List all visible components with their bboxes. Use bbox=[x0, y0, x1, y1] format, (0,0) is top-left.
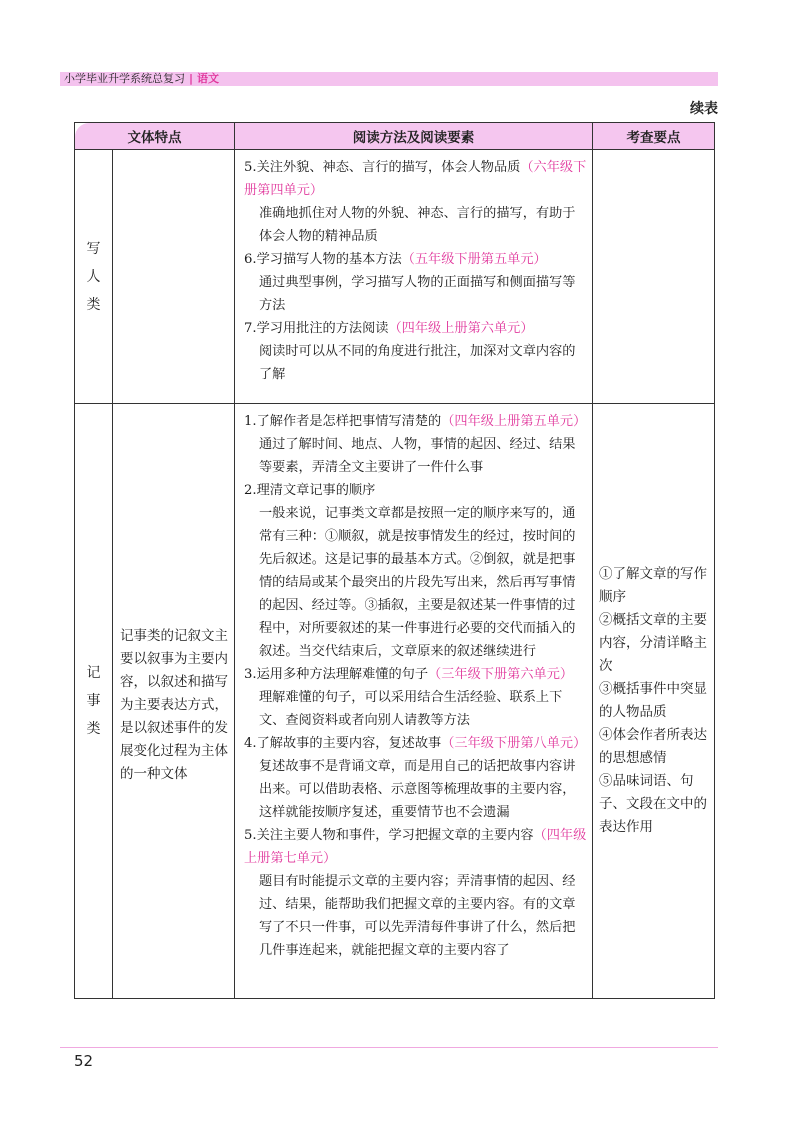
running-header bbox=[64, 71, 219, 87]
method-item: 2.理清文章记事的顺序 一般来说，记事类文章都是按照一定的顺序来写的，通常有三种：①顺叙，就是按事情发生的经过，按时间的先后叙述。这是记事的最基本方式。②倒叙，就是把事情的结局或某个最突出的片段先写出来，然后再写事情的起因、经过等。③插叙，主要是叙述某一件事情的过程中，对所要叙述的某一件事进行必要的交代而插入的叙述。当交代结束后，文章原来的叙述继续进行 bbox=[244, 483, 576, 659]
point-item: ②概括文章的主要内容，分清详略主次 bbox=[599, 612, 707, 674]
method-item: 3.运用多种方法理解难懂的句子（三年级下册第六单元） 理解难懂的句子，可以采用结合生活经验、联系上下文、查阅资料或者向别人请教等方法 bbox=[244, 667, 574, 728]
table-header-row bbox=[75, 123, 715, 150]
footer-divider bbox=[60, 1047, 718, 1048]
column-header-features: 文体特点 bbox=[75, 123, 235, 150]
method-item: 7.学习用批注的方法阅读（四年级上册第六单元） 阅读时可以从不同的角度进行批注，加深对文章内容的了解 bbox=[244, 321, 576, 382]
column-header-points: 考查要点 bbox=[593, 123, 715, 150]
category-cell: 写 人 类 bbox=[75, 150, 113, 404]
page-number: 52 bbox=[74, 1052, 94, 1070]
subject-label: 语文 bbox=[197, 72, 220, 85]
features-cell bbox=[113, 150, 235, 404]
method-item: 5.关注外貌、神态、言行的描写，体会人物品质（六年级下册第四单元） 准确地抓住对人物的外貌、神态、言行的描写，有助于体会人物的精神品质 bbox=[244, 160, 587, 244]
continued-table-label: 续表 bbox=[690, 101, 718, 117]
header-separator: | bbox=[189, 72, 194, 85]
features-cell: 记事类的记叙文主要以叙事为主要内容，以叙述和描写为主要表达方式，是以叙述事件的发展变化过程为主体的一种文体 bbox=[113, 404, 235, 999]
table-row bbox=[75, 404, 715, 999]
table-row bbox=[75, 150, 715, 404]
point-item: ①了解文章的写作顺序 bbox=[599, 566, 707, 605]
book-series-title: 小学毕业升学系统总复习 bbox=[64, 72, 185, 85]
point-item: ③概括事件中突显的人物品质 bbox=[599, 681, 707, 720]
column-header-methods: 阅读方法及阅读要素 bbox=[235, 123, 593, 150]
methods-cell bbox=[235, 404, 593, 999]
method-item: 5.关注主要人物和事件，学习把握文章的主要内容（四年级上册第七单元） 题目有时能提示文章的主要内容；弄清事情的起因、经过、结果，能帮助我们把握文章的主要内容。有的文章写了不只一件事，可以先弄清每件事讲了什么，然后把几件事连起来，就能把握文章的主要内容了 bbox=[244, 828, 587, 958]
methods-cell bbox=[235, 150, 593, 404]
category-cell: 记 事 类 bbox=[75, 404, 113, 999]
points-cell bbox=[593, 150, 715, 404]
method-item: 1.了解作者是怎样把事情写清楚的（四年级上册第五单元） 通过了解时间、地点、人物，事情的起因、经过、结果等要素，弄清全文主要讲了一件什么事 bbox=[244, 414, 587, 475]
point-item: ④体会作者所表达的思想感情 bbox=[599, 727, 707, 766]
method-item: 6.学习描写人物的基本方法（五年级下册第五单元） 通过典型事例，学习描写人物的正面描写和侧面描写等方法 bbox=[244, 252, 576, 313]
method-item: 4.了解故事的主要内容，复述故事（三年级下册第八单元） 复述故事不是背诵文章，而是用自己的话把故事内容讲出来。可以借助表格、示意图等梳理故事的主要内容，这样就能按顺序复述，重要情节也不会遗漏 bbox=[244, 736, 587, 820]
reading-methods-table bbox=[74, 122, 715, 999]
point-item: ⑤品味词语、句子、文段在文中的表达作用 bbox=[599, 773, 707, 835]
points-cell bbox=[593, 404, 715, 999]
